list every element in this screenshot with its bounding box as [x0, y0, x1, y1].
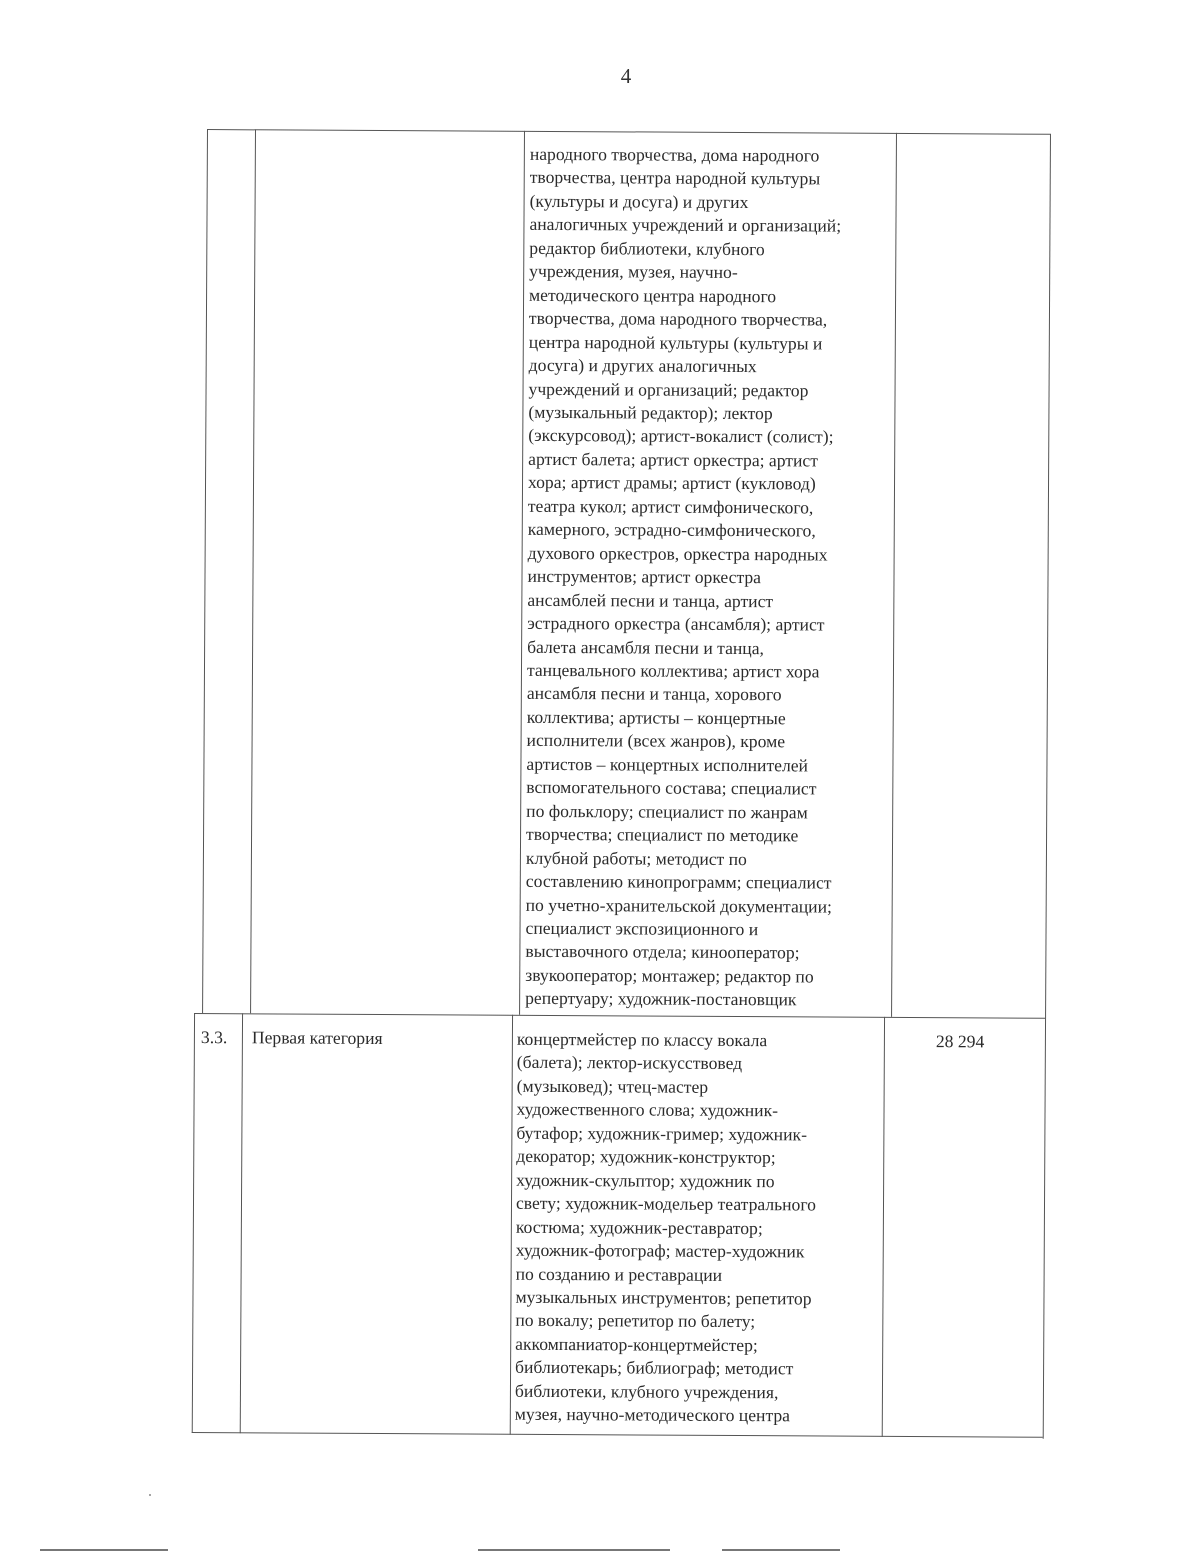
positions-line: специалист экспозиционного и — [525, 917, 759, 940]
positions-line: хора; артист драмы; артист (кукловод) — [527, 472, 816, 494]
table-right-border — [1043, 134, 1051, 1439]
positions-line: методического центра народного — [529, 284, 777, 306]
positions-line: (музыковед); чтец-мастер — [516, 1075, 709, 1097]
positions-line: художественного слова; художник- — [516, 1099, 779, 1121]
positions-line: творчества, дома народного творчества, — [528, 308, 828, 330]
positions-line: танцевального коллектива; артист хора — [526, 659, 820, 682]
table-bottom-border — [192, 1432, 1043, 1438]
positions-line: центра народной культуры (культуры и — [528, 331, 823, 354]
positions-line: (музыкальный редактор); лектор — [528, 401, 773, 424]
positions-line: творчества, центра народной культуры — [529, 167, 821, 189]
column-divider-number — [250, 129, 256, 1013]
positions-line: музея, научно-методического центра — [514, 1404, 791, 1426]
positions-line: вспомогательного состава; специалист — [526, 777, 817, 799]
positions-line: ансамблей песни и танца, артист — [527, 589, 774, 611]
row-2-positions — [515, 1028, 817, 1428]
positions-line: по фольклору; специалист по жанрам — [526, 800, 808, 823]
positions-line: инструментов; артист оркестра — [527, 565, 762, 588]
positions-line: досуга) и других аналогичных — [528, 354, 757, 377]
positions-line: коллектива; артисты – концертные — [526, 706, 786, 729]
column-divider-number-lower — [240, 1013, 243, 1433]
page-number: 4 — [620, 64, 632, 88]
positions-line: по учетно-хранительской документации; — [525, 894, 832, 917]
positions-line: по вокалу; репетитор по балету; — [515, 1310, 756, 1332]
positions-line: учреждений и организаций; редактор — [528, 378, 809, 400]
positions-line: (балета); лектор-искусствовед — [516, 1052, 743, 1074]
positions-line: библиотекарь; библиограф; методист — [515, 1357, 794, 1379]
column-divider-category — [519, 131, 525, 1015]
table-left-border — [202, 129, 208, 1013]
positions-line: (культуры и досуга) и других — [529, 190, 749, 212]
scan-edge-mark — [478, 1549, 670, 1551]
positions-line: балета ансамбля песни и танца, — [527, 636, 765, 658]
table-top-border — [207, 129, 1050, 135]
positions-line: свету; художник-модельер театрального — [515, 1192, 817, 1215]
column-divider-positions — [891, 133, 897, 1017]
positions-line: по созданию и реставрации — [515, 1263, 723, 1285]
positions-line: исполнители (всех жанров), кроме — [526, 730, 786, 752]
positions-line: творчества; специалист по методике — [526, 823, 799, 846]
column-divider-category-lower — [510, 1015, 513, 1435]
scan-speck — [149, 1494, 151, 1496]
column-divider-positions-lower — [882, 1017, 885, 1437]
positions-line: театра кукол; артист симфонического, — [527, 495, 814, 518]
positions-line: концертмейстер по классу вокала — [516, 1028, 768, 1051]
row-2-number: 3.3. — [200, 1027, 228, 1048]
row-2-salary: 28 294 — [935, 1031, 985, 1052]
positions-line: бутафор; художник-гример; художник- — [516, 1122, 808, 1145]
positions-line: звукооператор; монтажер; редактор по — [525, 964, 814, 987]
table-left-border-lower — [192, 1013, 195, 1433]
positions-line: артист балета; артист оркестра; артист — [528, 448, 819, 471]
positions-line: камерного, эстрадно-симфонического, — [527, 519, 816, 541]
positions-line: артистов – концертных исполнителей — [526, 753, 809, 776]
positions-line: учреждения, музея, научно- — [529, 261, 738, 283]
positions-line: (экскурсовод); артист-вокалист (солист); — [528, 425, 834, 447]
positions-line: составлению кинопрограмм; специалист — [525, 870, 832, 893]
positions-line: библиотеки, клубного учреждения, — [514, 1380, 779, 1403]
positions-line: аналогичных учреждений и организаций; — [529, 214, 842, 236]
positions-line: народного творчества, дома народного — [529, 143, 820, 166]
positions-line: аккомпаниатор-концертмейстер; — [515, 1333, 758, 1356]
scan-edge-mark — [40, 1549, 168, 1551]
positions-line: редактор библиотеки, клубного — [529, 237, 765, 259]
positions-line: эстрадного оркестра (ансамбля); артист — [527, 612, 825, 635]
positions-line: выставочного отдела; кинооператор; — [525, 941, 800, 963]
positions-line: ансамбля песни и танца, хорового — [526, 683, 782, 705]
salary-table — [192, 129, 1050, 1439]
positions-line: клубной работы; методист по — [525, 847, 747, 869]
positions-line: костюма; художник-реставратор; — [515, 1216, 763, 1238]
positions-line: художник-фотограф; мастер-художник — [515, 1239, 805, 1262]
row-1-positions — [525, 143, 841, 1012]
positions-line: художник-скульптор; художник по — [516, 1169, 775, 1191]
scan-edge-mark — [722, 1549, 840, 1551]
row-divider — [194, 1013, 1045, 1019]
positions-line: декоратор; художник-конструктор; — [516, 1146, 776, 1168]
positions-line: репертуару; художник-постановщик — [525, 988, 797, 1010]
positions-line: музыкальных инструментов; репетитор — [515, 1286, 812, 1309]
row-2-category: Первая категория — [251, 1027, 383, 1049]
positions-line: духового оркестров, оркестра народных — [527, 542, 828, 565]
